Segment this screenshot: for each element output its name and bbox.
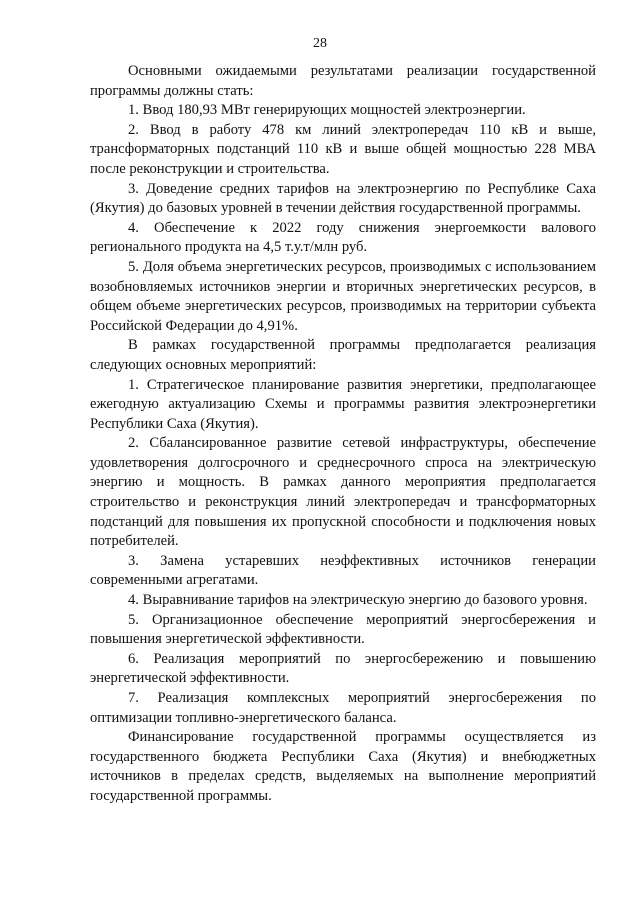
page-number: 28 (313, 36, 327, 51)
list-item-measure-7: 7. Реализация комплексных мероприятий энергосбережения по оптимизации топливно-энергетического баланса. (90, 690, 596, 726)
list-item-result-1: 1. Ввод 180,93 МВт генерирующих мощностей электроэнергии. (128, 102, 526, 119)
paragraph-intro-results: Основными ожидаемыми результатами реализации государственной программы должны стать: (90, 63, 596, 99)
document-body (90, 62, 596, 807)
list-item-measure-5: 5. Организационное обеспечение мероприятий энергосбережения и повышения энергетической эффективности. (90, 611, 596, 648)
list-item-result-2: 2. Ввод в работу 478 км линий электропередач 110 кВ и выше, трансформаторных подстанций 110 кВ и выше общей мощностью 228 МВА после реконструкции и строительства. (90, 121, 596, 177)
list-item-measure-1: 1. Стратегическое планирование развития энергетики, предполагающее ежегодную актуализацию Схемы и программы развития электроэнергетики Республики Саха (Якутия). (90, 376, 596, 432)
paragraph-financing: Финансирование государственной программы осуществляется из государственного бюджета Республики Саха (Якутия) и внебюджетных источников в пределах средств, выделяемых на выполнение мероприятий государственной программы. (90, 729, 596, 804)
list-item-result-5: 5. Доля объема энергетических ресурсов, производимых с использованием возобновляемых источников энергии и вторичных энергетических ресурсов, в общем объеме энергетических ресурсов, производимых на территории субъекта Российской Федерации до 4,91%. (90, 258, 596, 334)
list-item-measure-6: 6. Реализация мероприятий по энергосбережению и повышению энергетической эффективности. (90, 650, 596, 687)
paragraph-intro-measures: В рамках государственной программы предполагается реализация следующих основных мероприятий: (90, 337, 596, 373)
list-item-measure-3: 3. Замена устаревших неэффективных источников генерации современными агрегатами. (90, 552, 596, 589)
list-item-measure-4: 4. Выравнивание тарифов на электрическую энергию до базового уровня. (128, 592, 588, 609)
list-item-measure-2: 2. Сбалансированное развитие сетевой инфраструктуры, обеспечение удовлетворения долгосрочного и среднесрочного спроса на электрическую энергию и мощность. В рамках данного мероприятия предполагается строительство и реконструкция линий электропередач и трансформаторных подстанций для повышения их пропускной способности и подключения новых потребителей. (90, 435, 596, 550)
list-item-result-4: 4. Обеспечение к 2022 году снижения энергоемкости валового регионального продукта на 4,5 т.у.т/млн руб. (90, 219, 596, 256)
list-item-result-3: 3. Доведение средних тарифов на электроэнергию по Республике Саха (Якутия) до базовых уровней в течении действия государственной программы. (90, 180, 596, 217)
